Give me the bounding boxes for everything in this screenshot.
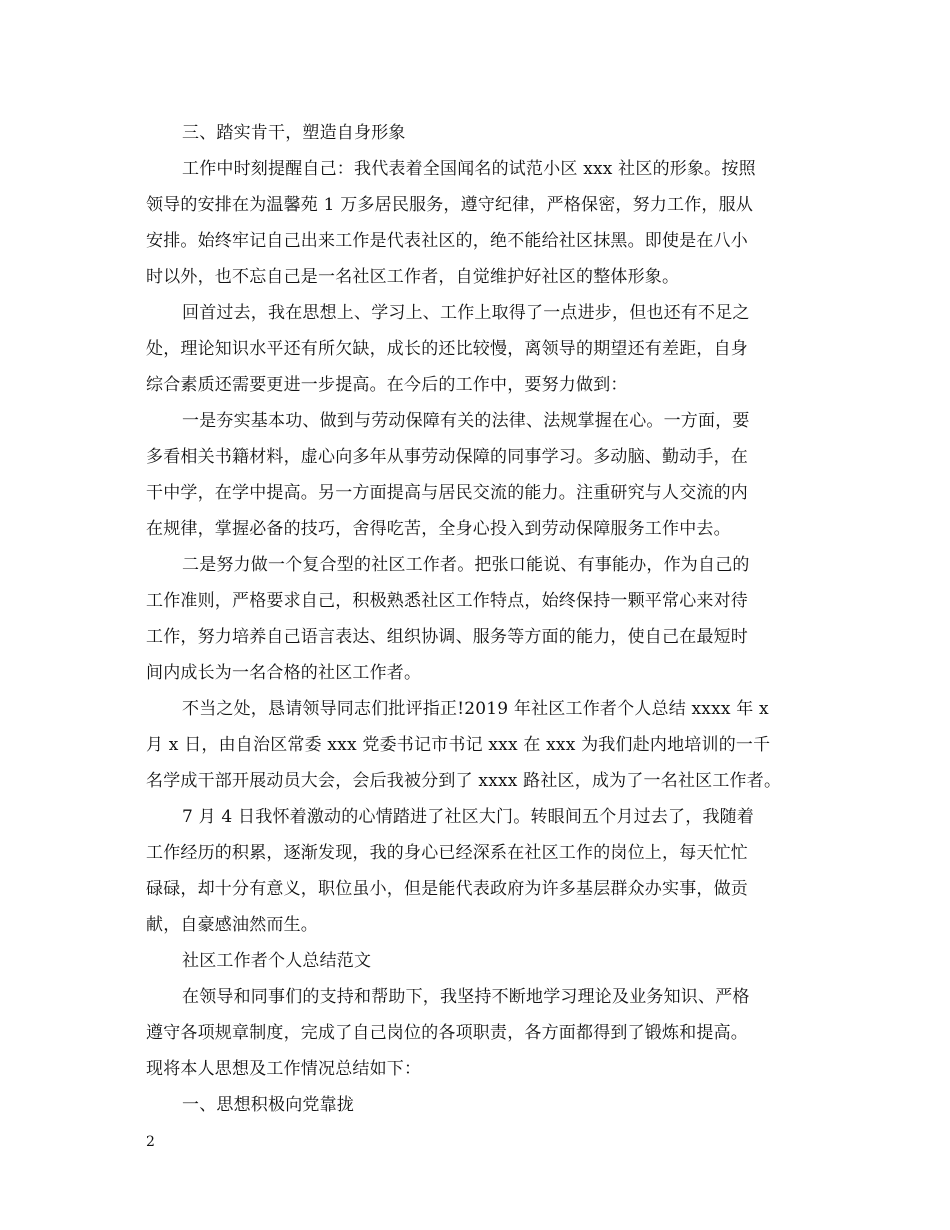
paragraph-line: 综合素质还需要更进一步提高。在今后的工作中，要努力做到： xyxy=(146,375,628,395)
section-heading: 三、踏实肯干，塑造自身形象 xyxy=(182,123,406,143)
paragraph-line: 处，理论知识水平还有所欠缺，成长的还比较慢，离领导的期望还有差距，自身 xyxy=(146,339,748,359)
paragraph-line: 遵守各项规章制度，完成了自己岗位的各项职责，各方面都得到了锻炼和提高。 xyxy=(146,1023,748,1043)
section-heading: 一、思想积极向党靠拢 xyxy=(182,1095,354,1115)
paragraph-line: 在领导和同事们的支持和帮助下，我坚持不断地学习理论及业务知识、严格 xyxy=(182,987,750,1007)
paragraph-line: 干中学，在学中提高。另一方面提高与居民交流的能力。注重研究与人交流的内 xyxy=(146,483,748,503)
paragraph-line: 工作准则，严格要求自己，积极熟悉社区工作特点，始终保持一颗平常心来对待 xyxy=(146,591,748,611)
paragraph-line: 多看相关书籍材料，虚心向多年从事劳动保障的同事学习。多动脑、勤动手，在 xyxy=(146,447,748,467)
paragraph-line: 不当之处，恳请领导同志们批评指正!2019 年社区工作者个人总结 xxxx 年 x xyxy=(182,699,769,719)
paragraph-line: 7 月 4 日我怀着激动的心情踏进了社区大门。转眼间五个月过去了，我随着 xyxy=(182,807,755,827)
paragraph-line: 工作中时刻提醒自己：我代表着全国闻名的试范小区 xxx 社区的形象。按照 xyxy=(182,159,756,179)
paragraph-line: 间内成长为一名合格的社区工作者。 xyxy=(146,663,422,683)
paragraph-line: 在规律，掌握必备的技巧，舍得吃苦，全身心投入到劳动保障服务工作中去。 xyxy=(146,519,731,539)
section-title: 社区工作者个人总结范文 xyxy=(182,951,372,971)
paragraph-line: 献，自豪感油然而生。 xyxy=(146,915,318,935)
paragraph-line: 领导的安排在为温馨苑 1 万多居民服务，遵守纪律，严格保密，努力工作，服从 xyxy=(146,195,754,215)
paragraph-line: 一是夯实基本功、做到与劳动保障有关的法律、法规掌握在心。一方面，要 xyxy=(182,411,750,431)
paragraph-line: 二是努力做一个复合型的社区工作者。把张口能说、有事能办，作为自己的 xyxy=(182,555,750,575)
paragraph-line: 碌碌，却十分有意义，职位虽小，但是能代表政府为许多基层群众办实事，做贡 xyxy=(146,879,748,899)
paragraph-line: 月 x 日，由自治区常委 xxx 党委书记市书记 xxx 在 xxx 为我们赴内地培训的一千 xyxy=(146,735,771,755)
paragraph-line: 安排。始终牢记自己出来工作是代表社区的，绝不能给社区抹黑。即使是在八小 xyxy=(146,231,748,251)
paragraph-line: 现将本人思想及工作情况总结如下： xyxy=(146,1059,422,1079)
paragraph-line: 工作，努力培养自己语言表达、组织协调、服务等方面的能力，使自己在最短时 xyxy=(146,627,748,647)
paragraph-line: 工作经历的积累，逐渐发现，我的身心已经深系在社区工作的岗位上，每天忙忙 xyxy=(146,843,748,863)
page-number: 2 xyxy=(146,1134,155,1150)
paragraph-line: 回首过去，我在思想上、学习上、工作上取得了一点进步，但也还有不足之 xyxy=(182,303,750,323)
paragraph-line: 时以外，也不忘自己是一名社区工作者，自觉维护好社区的整体形象。 xyxy=(146,267,680,287)
paragraph-line: 名学成干部开展动员大会，会后我被分到了 xxxx 路社区，成为了一名社区工作者。 xyxy=(146,771,782,791)
